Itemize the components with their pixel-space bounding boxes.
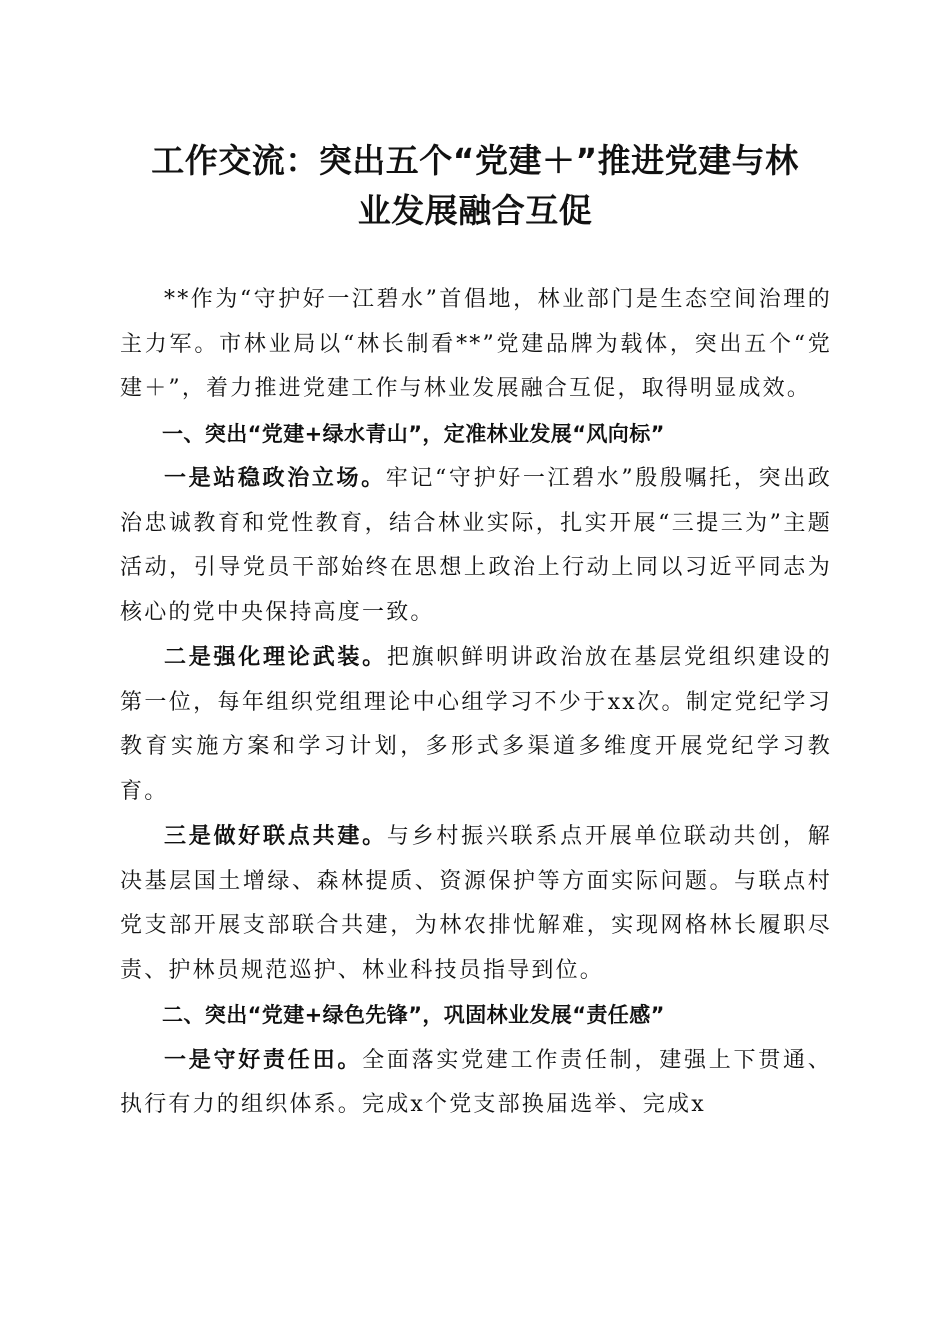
item-lead: 二是强化理论武装。: [164, 644, 387, 670]
document-body: [120, 278, 832, 1128]
item-text: 全面落实党建工作责任制，建强上下贯通、执行有力的组织体系。完成x个党支部换届选举、完成x: [120, 1047, 832, 1117]
item-lead: 一是站稳政治立场。: [164, 465, 386, 491]
document-title: [110, 136, 840, 236]
section-1-heading: 一、突出“党建+绿水青山”，定准林业发展“风向标”: [162, 421, 665, 446]
item-lead: 一是守好责任田。: [164, 1046, 363, 1073]
item-text: 牢记“守护好一江碧水”殷殷嘱托，突出政治忠诚教育和党性教育，结合林业实际，扎实开展“三提三为”主题活动，引导党员干部始终在思想上政治上行动上同以习近平同志为核心的党中央保持高度一致。: [120, 466, 832, 625]
item-lead: 三是做好联点共建。: [164, 823, 387, 849]
title-line-1: 工作交流：突出五个“党建＋”推进党建与林: [151, 141, 799, 180]
section-1-item-1: [120, 456, 832, 635]
section-1-item-2: [120, 635, 832, 814]
title-line-2: 业发展融合互促: [357, 191, 593, 230]
section-1-item-3: [120, 814, 832, 993]
section-2-item-1: [120, 1038, 832, 1128]
section-2-heading: 二、突出“党建+绿色先锋”，巩固林业发展“责任感”: [162, 1003, 665, 1027]
intro-paragraph: **作为“守护好一江碧水”首倡地，林业部门是生态空间治理的主力军。市林业局以“林长制看**”党建品牌为载体，突出五个“党建＋”，着力推进党建工作与林业发展融合互促，取得明显成效。: [120, 287, 832, 401]
item-text: 把旗帜鲜明讲政治放在基层党组织建设的第一位，每年组织党组理论中心组学习不少于xx次。制定党纪学习教育实施方案和学习计划，多形式多渠道多维度开展党纪学习教育。: [120, 645, 832, 804]
item-text: 与乡村振兴联系点开展单位联动共创，解决基层国土增绿、森林提质、资源保护等方面实际问题。与联点村党支部开展支部联合共建，为林农排忧解难，实现网格林长履职尽责、护林员规范巡护、林业科技员指导到位。: [120, 824, 832, 983]
